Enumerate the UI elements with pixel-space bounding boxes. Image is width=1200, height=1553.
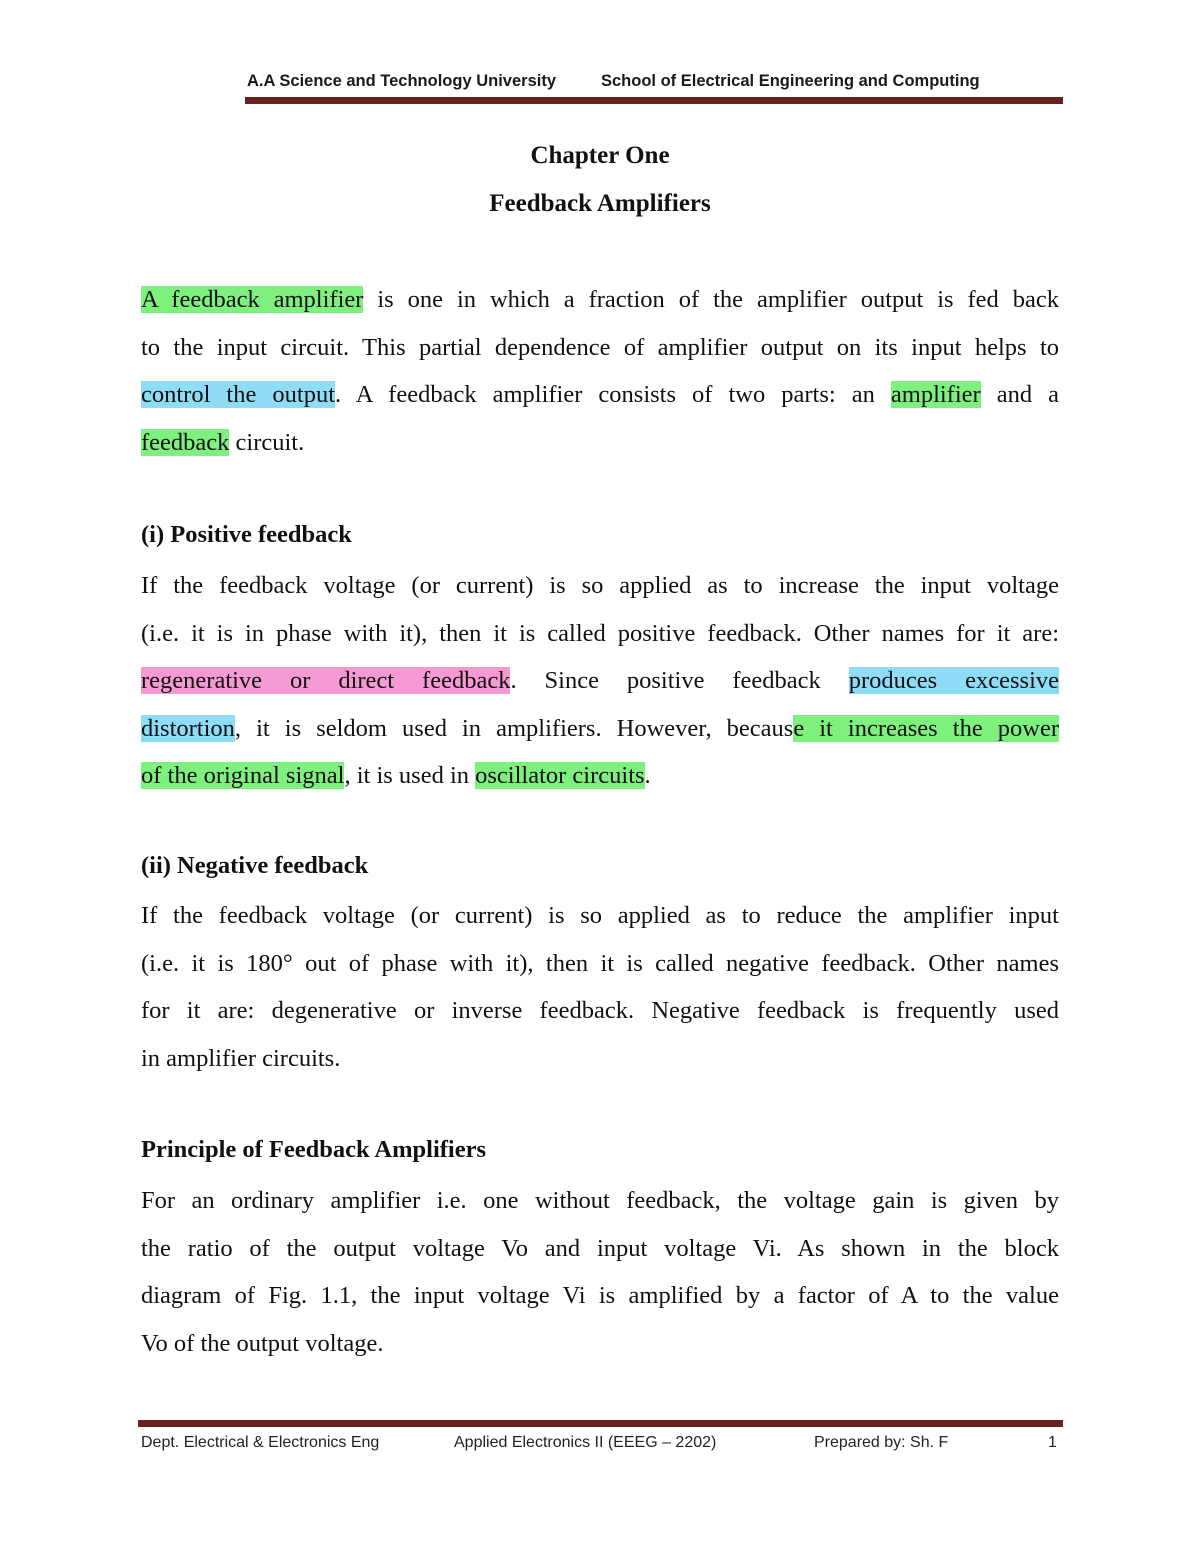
highlight: distortion	[141, 714, 235, 742]
highlight: A feedback amplifier	[141, 286, 364, 313]
text-line: regenerative or direct feedback. Since positive feedback produces excessive	[141, 667, 1059, 694]
footer-rule	[138, 1420, 1063, 1427]
highlight: e it increases the power	[793, 714, 1059, 742]
text-line: the ratio of the output voltage Vo and input voltage Vi. As shown in the block	[141, 1234, 1059, 1262]
highlight: amplifier	[890, 381, 981, 408]
text-line: For an ordinary amplifier i.e. one without feedback, the voltage gain is given by	[141, 1187, 1059, 1214]
text-line: A feedback amplifier is one in which a fraction of the amplifier output is fed back	[141, 286, 1059, 313]
principle-paragraph	[141, 1177, 1059, 1367]
text-line: diagram of Fig. 1.1, the input voltage Vi is amplified by a factor of A to the value	[141, 1282, 1059, 1309]
highlight: oscillator circuits	[475, 762, 645, 789]
text-line: Vo of the output voltage.	[141, 1329, 384, 1357]
text-line: control the output. A feedback amplifier consists of two parts: an amplifier and a	[141, 381, 1059, 408]
highlight: regenerative or direct feedback	[141, 667, 511, 694]
text-line: If the feedback voltage (or current) is so applied as to increase the input voltage	[141, 572, 1059, 599]
intro-paragraph	[141, 276, 1059, 466]
header-school: School of Electrical Engineering and Computing	[601, 72, 980, 90]
text-line: (i.e. it is in phase with it), then it is called positive feedback. Other names for it are:	[141, 619, 1059, 647]
principle-heading: Principle of Feedback Amplifiers	[141, 1136, 486, 1163]
text-line: feedback circuit.	[141, 428, 305, 456]
text-line: distortion, it is seldom used in amplifiers. However, because it increases the power	[141, 714, 1059, 742]
text-line: of the original signal, it is used in oscillator circuits.	[141, 762, 651, 789]
text-line: (i.e. it is 180° out of phase with it), then it is called negative feedback. Other names	[141, 949, 1059, 977]
text-line: to the input circuit. This partial dependence of amplifier output on its input helps to	[141, 333, 1059, 361]
footer-course: Applied Electronics II (EEEG – 2202)	[454, 1434, 717, 1451]
highlight: of the original signal	[141, 762, 345, 789]
page-number: 1	[1048, 1434, 1057, 1451]
highlight: control the output	[141, 381, 335, 408]
header-university: A.A Science and Technology University	[247, 72, 556, 90]
header-rule	[245, 97, 1063, 104]
negative-feedback-heading: (ii) Negative feedback	[141, 852, 369, 879]
topic-title: Feedback Amplifiers	[489, 190, 711, 217]
negative-feedback-paragraph	[141, 892, 1059, 1082]
highlight: feedback	[141, 428, 230, 456]
highlight: produces excessive	[848, 667, 1059, 694]
footer-prepared: Prepared by: Sh. F	[814, 1434, 949, 1451]
text-line: in amplifier circuits.	[141, 1044, 341, 1072]
footer-dept: Dept. Electrical & Electronics Eng	[141, 1434, 380, 1451]
text-line: If the feedback voltage (or current) is so applied as to reduce the amplifier input	[141, 902, 1059, 929]
text-line: for it are: degenerative or inverse feedback. Negative feedback is frequently used	[141, 997, 1059, 1024]
positive-feedback-heading: (i) Positive feedback	[141, 521, 352, 548]
positive-feedback-paragraph	[141, 562, 1059, 800]
chapter-title: Chapter One	[530, 142, 670, 169]
